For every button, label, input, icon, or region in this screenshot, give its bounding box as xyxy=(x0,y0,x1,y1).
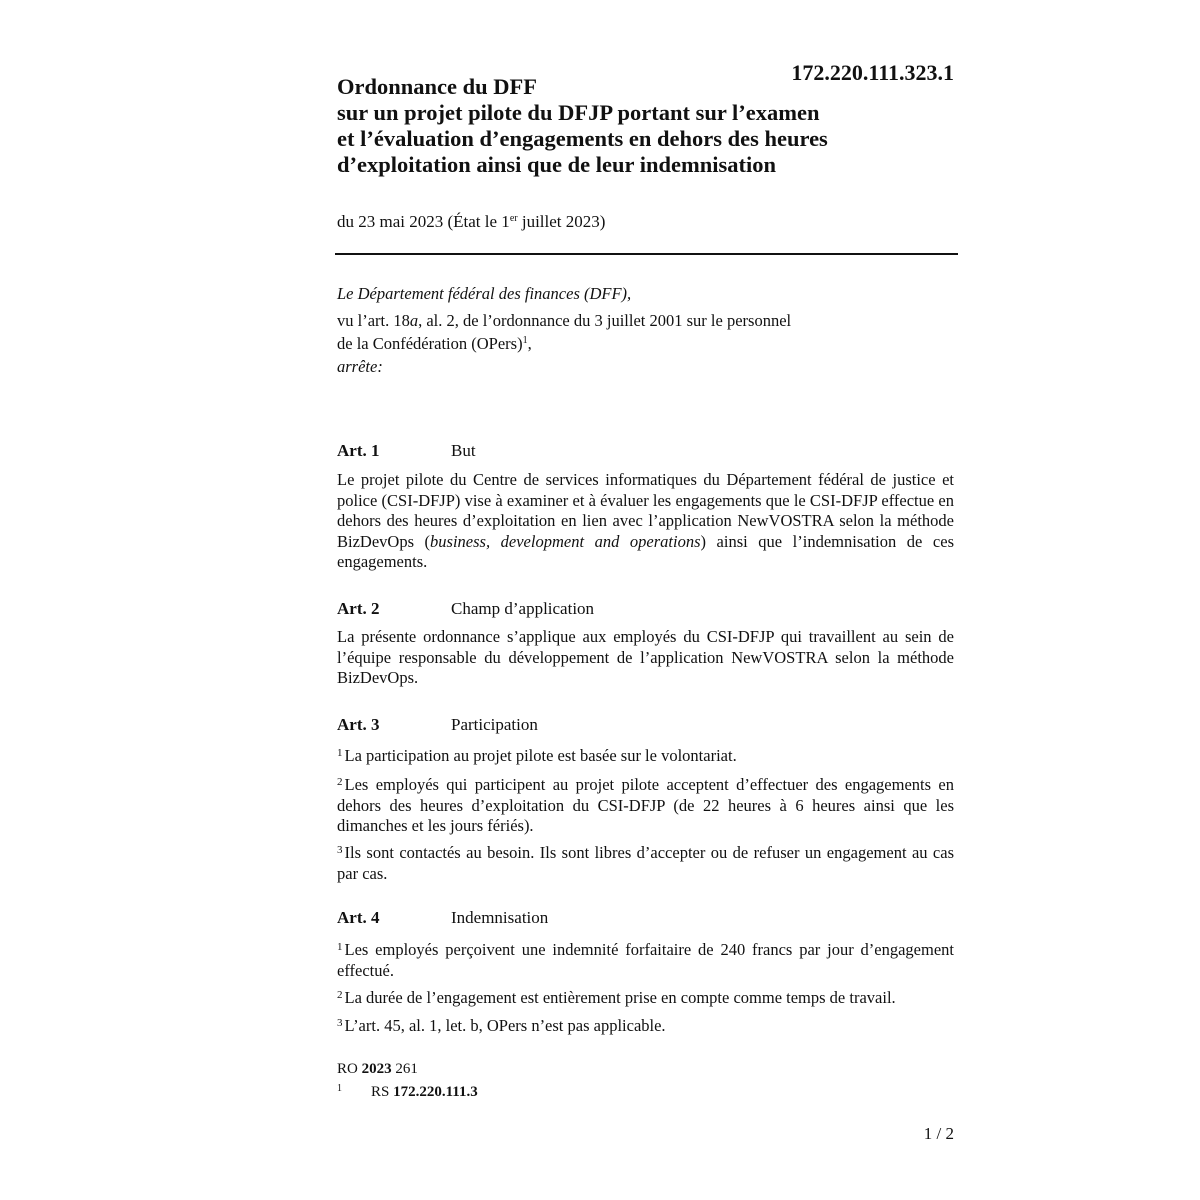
ro-page: 261 xyxy=(391,1061,418,1077)
title-line: d’exploitation ainsi que de leur indemnisation xyxy=(337,152,777,177)
paragraph-text: ) ainsi que l’indemnisation de ces engagements. xyxy=(337,531,954,571)
article-number: Art. 1 xyxy=(337,441,380,460)
decree-text: arrête: xyxy=(337,357,383,376)
article-heading xyxy=(337,908,548,928)
article-paragraph xyxy=(337,743,954,767)
footnote xyxy=(337,1079,478,1102)
article-text: La présente ordonnance s’applique aux employés du CSI-DFJP qui travaillent au sein de l’équipe responsable du développement de l’application NewVOSTRA selon la méthode BizDevOps. xyxy=(337,627,954,687)
title-line: sur un projet pilote du DFJP portant sur l’examen xyxy=(337,100,820,125)
basis-line xyxy=(337,311,791,331)
basis-letter: a xyxy=(409,311,419,330)
footnote-reference[interactable]: 1 xyxy=(522,335,528,346)
article-heading xyxy=(337,599,594,619)
ro-reference xyxy=(337,1059,478,1079)
basis-text: , al. 2, de l’ordonnance du 3 juillet 2001 sur le personnel xyxy=(418,311,792,330)
paragraph-text: Le projet pilote du Centre de services informatiques du Département fédéral de justice et police (CSI-DFJP) vise à examiner et à évaluer les engagements que le CSI-DFJP effectue en dehors des heures d’exploitation en lien avec l’application NewVOSTRA selon la méthode BizDevOps ( xyxy=(337,470,954,551)
paragraph-number: 3 xyxy=(337,844,343,856)
preamble-decree xyxy=(337,357,383,377)
article-heading xyxy=(337,441,476,461)
article-paragraph xyxy=(337,937,954,981)
article-heading xyxy=(337,715,538,735)
footnote-number: 1 xyxy=(337,1083,342,1094)
date-prefix: du 23 mai 2023 (État le 1 xyxy=(337,212,510,231)
document-title xyxy=(337,74,897,178)
preamble-basis xyxy=(337,311,791,354)
paragraph-number: 1 xyxy=(337,941,343,953)
ro-prefix: RO xyxy=(337,1061,362,1077)
paragraph-text: La participation au projet pilote est basée sur le volontariat. xyxy=(344,746,737,765)
article-paragraph xyxy=(337,1013,954,1037)
paragraph-number: 1 xyxy=(337,747,343,759)
paragraph-text: Ils sont contactés au besoin. Ils sont libres d’accepter ou de refuser un engagement au cas par cas. xyxy=(337,843,954,883)
preamble-authority xyxy=(337,284,631,304)
basis-line xyxy=(337,331,791,354)
paragraph-text: Les employés perçoivent une indemnité forfaitaire de 240 francs par jour d’engagement effectué. xyxy=(337,940,954,980)
article-number: Art. 3 xyxy=(337,715,380,734)
article-paragraph xyxy=(337,985,954,1009)
paragraph-italic: business, development and operations xyxy=(430,531,701,551)
date-superscript: er xyxy=(509,213,518,224)
page-number: 1 / 2 xyxy=(923,1124,954,1143)
article-text xyxy=(337,470,954,573)
authority-text: Le Département fédéral des finances (DFF), xyxy=(337,284,632,303)
paragraph-text: Les employés qui participent au projet pilote acceptent d’effectuer des engagements en dehors des heures d’exploitation du CSI-DFJP (de 22 heures à 6 heures ainsi que les dimanches et les jours fériés). xyxy=(337,775,954,835)
paragraph-number: 2 xyxy=(337,776,343,788)
article-paragraph xyxy=(337,840,954,884)
article-number: Art. 4 xyxy=(337,908,380,927)
article-number: Art. 2 xyxy=(337,599,380,618)
paragraph-number: 2 xyxy=(337,989,343,1001)
title-line: et l’évaluation d’engagements en dehors des heures xyxy=(337,126,828,151)
date-suffix: juillet 2023) xyxy=(517,212,606,231)
paragraph-text: La durée de l’engagement est entièrement prise en compte comme temps de travail. xyxy=(344,988,896,1007)
article-title: But xyxy=(451,441,476,460)
basis-text: , xyxy=(527,334,532,353)
header-divider xyxy=(335,253,958,255)
article-title: Indemnisation xyxy=(451,908,549,927)
footnote-area xyxy=(337,1059,478,1102)
basis-text: vu l’art. 18 xyxy=(337,311,410,330)
article-title: Champ d’application xyxy=(451,599,595,618)
footnote-prefix: RS xyxy=(371,1084,394,1100)
article-paragraph xyxy=(337,772,954,837)
basis-text: de la Confédération (OPers) xyxy=(337,334,523,353)
paragraph-number: 3 xyxy=(337,1017,343,1029)
ro-year: 2023 xyxy=(361,1061,392,1077)
footnote-link[interactable]: 172.220.111.3 xyxy=(393,1084,478,1100)
title-line: Ordonnance du DFF xyxy=(337,74,538,99)
article-title: Participation xyxy=(451,715,538,734)
document-number: 172.220.111.323.1 xyxy=(791,60,954,85)
date-line xyxy=(337,212,605,232)
paragraph-text: L’art. 45, al. 1, let. b, OPers n’est pas applicable. xyxy=(344,1016,666,1035)
